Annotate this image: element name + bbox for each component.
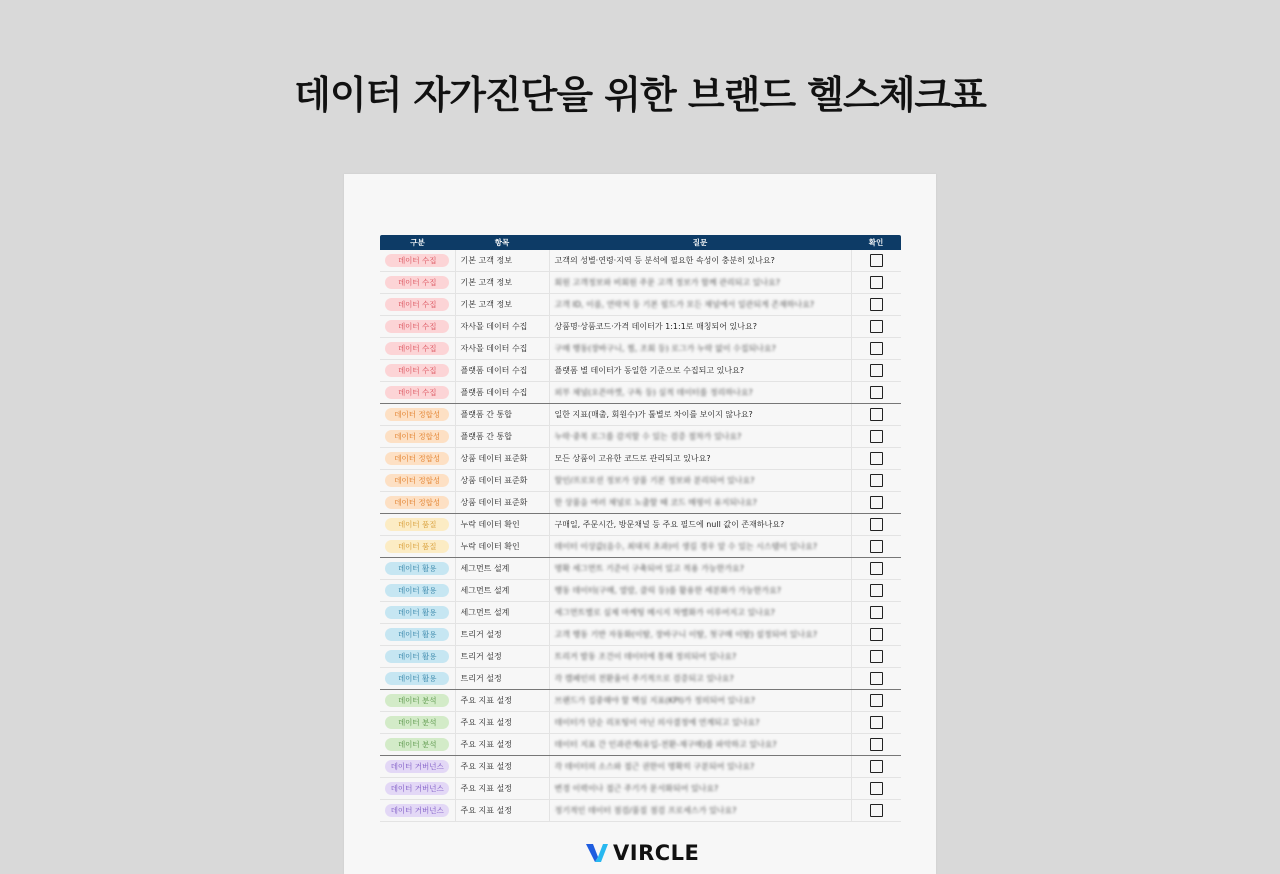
table-row <box>380 272 901 294</box>
table-header-row <box>380 235 901 250</box>
empty-checkbox-icon[interactable] <box>870 716 883 729</box>
table-row <box>380 734 901 756</box>
table-row <box>380 690 901 712</box>
question-cell <box>549 294 851 316</box>
check-cell <box>851 800 901 822</box>
question-text: 구매 행동(장바구니, 찜, 조회 등) 로그가 누락 없이 수집되나요? <box>554 344 776 353</box>
check-cell <box>851 712 901 734</box>
category-badge: 데이터 품질 <box>385 518 449 531</box>
item-cell: 트리거 설정 <box>455 624 549 646</box>
empty-checkbox-icon[interactable] <box>870 474 883 487</box>
check-cell <box>851 624 901 646</box>
category-cell <box>380 646 455 668</box>
category-cell <box>380 382 455 404</box>
question-text: 고객 ID, 이름, 연락처 등 기본 필드가 모든 채널에서 일관되게 존재하나요? <box>554 300 815 309</box>
empty-checkbox-icon[interactable] <box>870 540 883 553</box>
category-cell <box>380 624 455 646</box>
question-cell <box>549 712 851 734</box>
category-cell <box>380 734 455 756</box>
category-cell <box>380 448 455 470</box>
empty-checkbox-icon[interactable] <box>870 760 883 773</box>
question-cell <box>549 404 851 426</box>
question-cell <box>549 668 851 690</box>
question-text: 트리거 발동 조건이 데이터에 통해 정의되어 있나요? <box>554 652 737 661</box>
question-cell <box>549 250 851 272</box>
category-cell <box>380 778 455 800</box>
empty-checkbox-icon[interactable] <box>870 738 883 751</box>
table-row <box>380 580 901 602</box>
item-cell: 세그먼트 설계 <box>455 580 549 602</box>
check-cell <box>851 404 901 426</box>
table-row <box>380 800 901 822</box>
category-badge: 데이터 활용 <box>385 584 449 597</box>
category-badge: 데이터 분석 <box>385 738 449 751</box>
category-cell <box>380 404 455 426</box>
category-badge: 데이터 수집 <box>385 364 449 377</box>
header-item: 항목 <box>455 235 549 250</box>
item-cell: 세그먼트 설계 <box>455 558 549 580</box>
check-cell <box>851 448 901 470</box>
category-cell <box>380 470 455 492</box>
question-text: 일한 지표(매출, 회원수)가 툴별로 차이를 보이지 않나요? <box>554 410 753 419</box>
category-badge: 데이터 활용 <box>385 672 449 685</box>
check-cell <box>851 338 901 360</box>
check-cell <box>851 492 901 514</box>
check-cell <box>851 360 901 382</box>
table-row <box>380 646 901 668</box>
empty-checkbox-icon[interactable] <box>870 320 883 333</box>
category-badge: 데이터 수집 <box>385 254 449 267</box>
question-text: 한 상품을 여러 채널로 노출할 때 코드 매핑이 유지되나요? <box>554 498 757 507</box>
question-cell <box>549 360 851 382</box>
item-cell: 상품 데이터 표준화 <box>455 492 549 514</box>
check-cell <box>851 756 901 778</box>
question-text: 할인/프로모션 정보가 상품 기본 정보와 분리되어 있나요? <box>554 476 755 485</box>
question-cell <box>549 536 851 558</box>
item-cell: 플랫폼 데이터 수집 <box>455 382 549 404</box>
question-cell <box>549 558 851 580</box>
check-cell <box>851 426 901 448</box>
table-row <box>380 514 901 536</box>
category-cell <box>380 536 455 558</box>
table-row <box>380 294 901 316</box>
header-category: 구분 <box>380 235 455 250</box>
table-row <box>380 404 901 426</box>
question-cell <box>549 382 851 404</box>
question-text: 데이터 이상값(음수, 최대치 초과)이 생길 경우 알 수 있는 시스템이 있나요? <box>554 542 818 551</box>
table-row <box>380 624 901 646</box>
table-row <box>380 778 901 800</box>
table-row <box>380 470 901 492</box>
item-cell: 누락 데이터 확인 <box>455 514 549 536</box>
table-row <box>380 756 901 778</box>
empty-checkbox-icon[interactable] <box>870 430 883 443</box>
question-cell <box>549 426 851 448</box>
question-cell <box>549 624 851 646</box>
question-cell <box>549 646 851 668</box>
category-cell <box>380 426 455 448</box>
category-cell <box>380 250 455 272</box>
check-cell <box>851 580 901 602</box>
empty-checkbox-icon[interactable] <box>870 298 883 311</box>
question-text: 상품명·상품코드·가격 데이터가 1:1:1로 매칭되어 있나요? <box>554 322 757 331</box>
category-cell <box>380 580 455 602</box>
check-cell <box>851 734 901 756</box>
table-row <box>380 338 901 360</box>
category-cell <box>380 492 455 514</box>
empty-checkbox-icon[interactable] <box>870 628 883 641</box>
empty-checkbox-icon[interactable] <box>870 694 883 707</box>
empty-checkbox-icon[interactable] <box>870 650 883 663</box>
empty-checkbox-icon[interactable] <box>870 804 883 817</box>
question-cell <box>549 602 851 624</box>
item-cell: 기본 고객 정보 <box>455 250 549 272</box>
question-cell <box>549 580 851 602</box>
check-cell <box>851 668 901 690</box>
check-cell <box>851 294 901 316</box>
table-row <box>380 360 901 382</box>
category-badge: 데이터 수집 <box>385 320 449 333</box>
question-cell <box>549 470 851 492</box>
question-text: 세그먼트별로 실제 마케팅 메시지 차별화가 이루어지고 있나요? <box>554 608 775 617</box>
item-cell: 자사몰 데이터 수집 <box>455 316 549 338</box>
check-cell <box>851 690 901 712</box>
item-cell: 상품 데이터 표준화 <box>455 470 549 492</box>
category-badge: 데이터 활용 <box>385 606 449 619</box>
category-cell <box>380 690 455 712</box>
empty-checkbox-icon[interactable] <box>870 782 883 795</box>
category-cell <box>380 756 455 778</box>
category-badge: 데이터 분석 <box>385 694 449 707</box>
item-cell: 기본 고객 정보 <box>455 294 549 316</box>
check-cell <box>851 272 901 294</box>
health-check-table <box>380 235 901 822</box>
vircle-logo <box>586 842 699 864</box>
question-text: 데이터가 단순 리포팅이 아닌 의사결정에 연계되고 있나요? <box>554 718 760 727</box>
item-cell: 기본 고객 정보 <box>455 272 549 294</box>
table-row <box>380 250 901 272</box>
empty-checkbox-icon[interactable] <box>870 518 883 531</box>
question-text: 행동 데이터(구매, 열람, 클릭 등)를 활용한 세분화가 가능한가요? <box>554 586 782 595</box>
category-cell <box>380 558 455 580</box>
category-badge: 데이터 활용 <box>385 628 449 641</box>
item-cell: 주요 지표 설정 <box>455 712 549 734</box>
question-cell <box>549 448 851 470</box>
header-check: 확인 <box>851 235 901 250</box>
empty-checkbox-icon[interactable] <box>870 364 883 377</box>
check-cell <box>851 470 901 492</box>
item-cell: 플랫폼 간 통합 <box>455 426 549 448</box>
category-cell <box>380 712 455 734</box>
question-text: 변경 이력이나 접근 주기가 문서화되어 있나요? <box>554 784 719 793</box>
empty-checkbox-icon[interactable] <box>870 408 883 421</box>
category-badge: 데이터 품질 <box>385 540 449 553</box>
table-row <box>380 426 901 448</box>
table-row <box>380 448 901 470</box>
check-cell <box>851 778 901 800</box>
category-cell <box>380 602 455 624</box>
check-cell <box>851 536 901 558</box>
table-row <box>380 558 901 580</box>
empty-checkbox-icon[interactable] <box>870 606 883 619</box>
category-badge: 데이터 활용 <box>385 650 449 663</box>
table-row <box>380 668 901 690</box>
question-text: 각 캠페인의 전환율이 주기적으로 검증되고 있나요? <box>554 674 734 683</box>
item-cell: 주요 지표 설정 <box>455 734 549 756</box>
category-badge: 데이터 거버넌스 <box>385 804 449 817</box>
empty-checkbox-icon[interactable] <box>870 342 883 355</box>
check-cell <box>851 558 901 580</box>
item-cell: 플랫폼 간 통합 <box>455 404 549 426</box>
question-text: 고객 행동 기반 자동화(이탈, 장바구니 이탈, 첫구매 이탈) 설정되어 있나요? <box>554 630 818 639</box>
category-cell <box>380 668 455 690</box>
item-cell: 주요 지표 설정 <box>455 690 549 712</box>
empty-checkbox-icon[interactable] <box>870 452 883 465</box>
category-badge: 데이터 분석 <box>385 716 449 729</box>
category-badge: 데이터 수집 <box>385 342 449 355</box>
logo-text: VIRCLE <box>613 841 700 865</box>
check-cell <box>851 316 901 338</box>
item-cell: 자사몰 데이터 수집 <box>455 338 549 360</box>
category-badge: 데이터 정합성 <box>385 496 449 509</box>
question-text: 누락·중복 로그를 감지할 수 있는 검증 절차가 있나요? <box>554 432 742 441</box>
question-cell <box>549 734 851 756</box>
category-badge: 데이터 수집 <box>385 386 449 399</box>
item-cell: 세그먼트 설계 <box>455 602 549 624</box>
question-text: 정기적인 데이터 점검/품질 점검 프로세스가 있나요? <box>554 806 737 815</box>
question-cell <box>549 492 851 514</box>
item-cell: 주요 지표 설정 <box>455 778 549 800</box>
checklist-sheet <box>344 174 936 874</box>
empty-checkbox-icon[interactable] <box>870 496 883 509</box>
check-cell <box>851 646 901 668</box>
question-text: 브랜드가 집중해야 할 핵심 지표(KPI)가 정의되어 있나요? <box>554 696 755 705</box>
question-text: 회원 고객정보와 비회원 주문 고객 정보가 함께 관리되고 있나요? <box>554 278 781 287</box>
item-cell: 주요 지표 설정 <box>455 800 549 822</box>
table-row <box>380 536 901 558</box>
check-cell <box>851 514 901 536</box>
item-cell: 상품 데이터 표준화 <box>455 448 549 470</box>
question-cell <box>549 690 851 712</box>
category-badge: 데이터 활용 <box>385 562 449 575</box>
table-body <box>380 250 901 822</box>
table-row <box>380 712 901 734</box>
category-badge: 데이터 거버넌스 <box>385 760 449 773</box>
vircle-logo-icon <box>586 843 608 863</box>
empty-checkbox-icon[interactable] <box>870 254 883 267</box>
table-row <box>380 492 901 514</box>
check-cell <box>851 250 901 272</box>
empty-checkbox-icon[interactable] <box>870 584 883 597</box>
category-cell <box>380 316 455 338</box>
category-badge: 데이터 정합성 <box>385 474 449 487</box>
item-cell: 플랫폼 데이터 수집 <box>455 360 549 382</box>
check-cell <box>851 382 901 404</box>
table-row <box>380 382 901 404</box>
question-text: 명확 세그먼트 기준이 구축되어 있고 적용 가능한가요? <box>554 564 745 573</box>
category-cell <box>380 338 455 360</box>
question-text: 구매일, 주문시간, 방문채널 등 주요 필드에 null 값이 존재하나요? <box>554 520 785 529</box>
page-title: 데이터 자가진단을 위한 브랜드 헬스체크표 <box>294 73 986 117</box>
question-cell <box>549 514 851 536</box>
question-cell <box>549 338 851 360</box>
question-text: 고객의 성별·연령·지역 등 분석에 필요한 속성이 충분히 있나요? <box>554 256 775 265</box>
item-cell: 트리거 설정 <box>455 668 549 690</box>
question-cell <box>549 756 851 778</box>
category-cell <box>380 294 455 316</box>
question-text: 각 데이터의 소스와 접근 권한이 명확히 구분되어 있나요? <box>554 762 755 771</box>
question-text: 데이터 지표 간 인과관계(유입-전환-재구매)를 파악하고 있나요? <box>554 740 777 749</box>
question-cell <box>549 778 851 800</box>
item-cell: 주요 지표 설정 <box>455 756 549 778</box>
header-question: 질문 <box>549 235 851 250</box>
category-cell <box>380 800 455 822</box>
question-cell <box>549 800 851 822</box>
empty-checkbox-icon[interactable] <box>870 562 883 575</box>
category-badge: 데이터 수집 <box>385 276 449 289</box>
category-badge: 데이터 정합성 <box>385 408 449 421</box>
empty-checkbox-icon[interactable] <box>870 672 883 685</box>
item-cell: 누락 데이터 확인 <box>455 536 549 558</box>
item-cell: 트리거 설정 <box>455 646 549 668</box>
question-cell <box>549 316 851 338</box>
category-badge: 데이터 정합성 <box>385 430 449 443</box>
question-cell <box>549 272 851 294</box>
check-cell <box>851 602 901 624</box>
category-cell <box>380 272 455 294</box>
category-badge: 데이터 거버넌스 <box>385 782 449 795</box>
question-text: 외부 채널(오픈마켓, 구독 등) 실적 데이터를 정리하나요? <box>554 388 753 397</box>
category-cell <box>380 360 455 382</box>
question-text: 플랫폼 별 데이터가 동일한 기준으로 수집되고 있나요? <box>554 366 745 375</box>
category-badge: 데이터 수집 <box>385 298 449 311</box>
question-text: 모든 상품이 고유한 코드로 관리되고 있나요? <box>554 454 711 463</box>
table-row <box>380 602 901 624</box>
empty-checkbox-icon[interactable] <box>870 276 883 289</box>
category-badge: 데이터 정합성 <box>385 452 449 465</box>
category-cell <box>380 514 455 536</box>
table-row <box>380 316 901 338</box>
empty-checkbox-icon[interactable] <box>870 386 883 399</box>
